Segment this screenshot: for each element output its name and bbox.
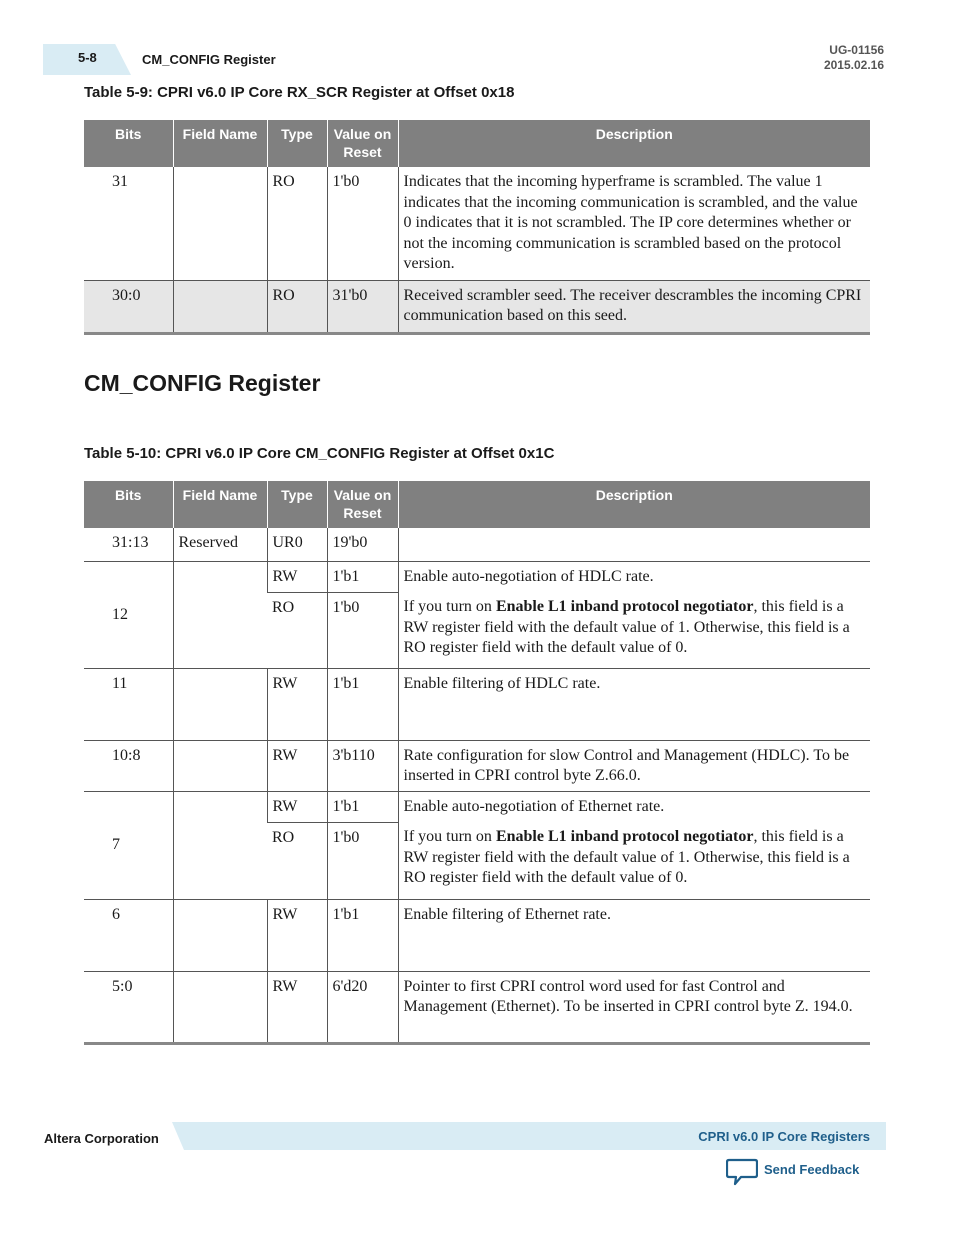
doc-id: UG-01156 <box>829 43 884 57</box>
cell-field: Reserved <box>173 528 267 561</box>
cell-field <box>173 668 267 740</box>
cell-reset: 3'b110 <box>327 740 398 791</box>
cell-reset: 1'b1 <box>327 791 398 822</box>
rx-scr-table <box>84 120 870 335</box>
cell-bits: 11 <box>84 668 173 740</box>
footer-chapter-link[interactable]: CPRI v6.0 IP Core Registers <box>698 1129 870 1144</box>
col-description: Description <box>398 481 870 528</box>
cell-bits: 7 <box>84 791 173 899</box>
cell-field <box>173 280 267 333</box>
cell-type: RW <box>267 668 327 740</box>
cell-description <box>398 592 870 668</box>
cell-type: RW <box>267 561 327 592</box>
cm-config-table <box>84 481 870 1045</box>
cell-description: Enable auto-negotiation of HDLC rate. <box>398 561 870 592</box>
table-row <box>84 280 870 333</box>
col-value-on-reset: Value on Reset <box>327 120 398 167</box>
col-type: Type <box>267 120 327 167</box>
section-heading: CM_CONFIG Register <box>84 370 321 396</box>
col-value-on-reset: Value on Reset <box>327 481 398 528</box>
cell-reset: 1'b1 <box>327 561 398 592</box>
table-header-row <box>84 120 870 167</box>
table-title-cm-config: Table 5-10: CPRI v6.0 IP Core CM_CONFIG Register at Offset 0x1C <box>84 445 555 462</box>
table-title-rx-scr: Table 5-9: CPRI v6.0 IP Core RX_SCR Register at Offset 0x18 <box>84 84 515 101</box>
cell-description: Rate configuration for slow Control and Management (HDLC). To be inserted in CPRI control byte Z.66.0. <box>398 740 870 791</box>
cell-bits: 6 <box>84 899 173 971</box>
cell-field <box>173 791 267 899</box>
cell-bits: 30:0 <box>84 280 173 333</box>
desc-text: If you turn on <box>403 598 496 615</box>
cell-type: RW <box>267 740 327 791</box>
cell-type: RW <box>267 899 327 971</box>
table-row <box>84 971 870 1043</box>
doc-date: 2015.02.16 <box>823 58 884 72</box>
table-row <box>84 167 870 280</box>
cell-type: RW <box>267 971 327 1043</box>
cell-reset: 1'b0 <box>327 167 398 280</box>
cell-description: Enable auto-negotiation of Ethernet rate. <box>398 791 870 822</box>
option-name: Enable L1 inband protocol negotiator <box>495 598 754 615</box>
cell-reset: 1'b0 <box>327 592 398 668</box>
cell-type: RO <box>267 822 327 899</box>
table-row <box>84 740 870 791</box>
col-field-name: Field Name <box>173 481 267 528</box>
cell-description: Received scrambler seed. The receiver descrambles the incoming CPRI communication based on this seed. <box>398 280 870 333</box>
cell-reset: 19'b0 <box>327 528 398 561</box>
cell-description: Enable filtering of HDLC rate. <box>398 668 870 740</box>
cell-field <box>173 561 267 668</box>
cell-bits: 5:0 <box>84 971 173 1043</box>
cell-description <box>398 822 870 899</box>
speech-bubble-icon <box>726 1158 758 1186</box>
table-row <box>84 668 870 740</box>
cell-reset: 1'b1 <box>327 668 398 740</box>
cell-reset: 31'b0 <box>327 280 398 333</box>
col-bits: Bits <box>84 120 173 167</box>
col-description: Description <box>398 120 870 167</box>
cell-type: RO <box>267 167 327 280</box>
cell-field <box>173 971 267 1043</box>
table-row <box>84 791 870 822</box>
doc-info <box>824 43 884 73</box>
cell-field <box>173 740 267 791</box>
cell-type: RW <box>267 791 327 822</box>
cell-description: Enable filtering of Ethernet rate. <box>398 899 870 971</box>
send-feedback-label: Send Feedback <box>764 1162 860 1177</box>
cell-description <box>398 528 870 561</box>
cell-bits: 12 <box>84 561 173 668</box>
cell-reset: 1'b1 <box>327 899 398 971</box>
table-row <box>84 528 870 561</box>
cell-description: Indicates that the incoming hyperframe is scrambled. The value 1 indicates that the incoming communication is scrambled, and the value 0 indicates that it is not scrambled. The IP core determines whether or not the incoming communication is scrambled based on the protocol version. <box>398 167 870 280</box>
cell-type: UR0 <box>267 528 327 561</box>
table-row <box>84 561 870 592</box>
cell-type: RO <box>267 280 327 333</box>
cell-reset: 6'd20 <box>327 971 398 1043</box>
send-feedback-link[interactable] <box>726 1158 866 1188</box>
table-row <box>84 899 870 971</box>
cell-reset: 1'b0 <box>327 822 398 899</box>
cell-bits: 31 <box>84 167 173 280</box>
cell-description: Pointer to first CPRI control word used for fast Control and Management (Ethernet). To be inserted in CPRI control byte Z. 194.0. <box>398 971 870 1043</box>
col-field-name: Field Name <box>173 120 267 167</box>
cell-field <box>173 899 267 971</box>
footer-company: Altera Corporation <box>44 1131 159 1146</box>
page-number: 5-8 <box>78 50 97 65</box>
desc-text: If you turn on <box>403 828 496 845</box>
option-name: Enable L1 inband protocol negotiator <box>495 828 754 845</box>
table-header-row <box>84 481 870 528</box>
cell-bits: 31:13 <box>84 528 173 561</box>
col-type: Type <box>267 481 327 528</box>
cell-type: RO <box>267 592 327 668</box>
header-section-name: CM_CONFIG Register <box>142 52 276 67</box>
col-bits: Bits <box>84 481 173 528</box>
desc-text: , this field is a RW register field with the default value of 1. Otherwise, this field is a RO register field with the default value of 0. <box>403 828 850 886</box>
desc-text: , this field is a RW register field with the default value of 1. Otherwise, this field is a RO register field with the default value of 0. <box>403 598 850 656</box>
cell-field <box>173 167 267 280</box>
cell-bits: 10:8 <box>84 740 173 791</box>
